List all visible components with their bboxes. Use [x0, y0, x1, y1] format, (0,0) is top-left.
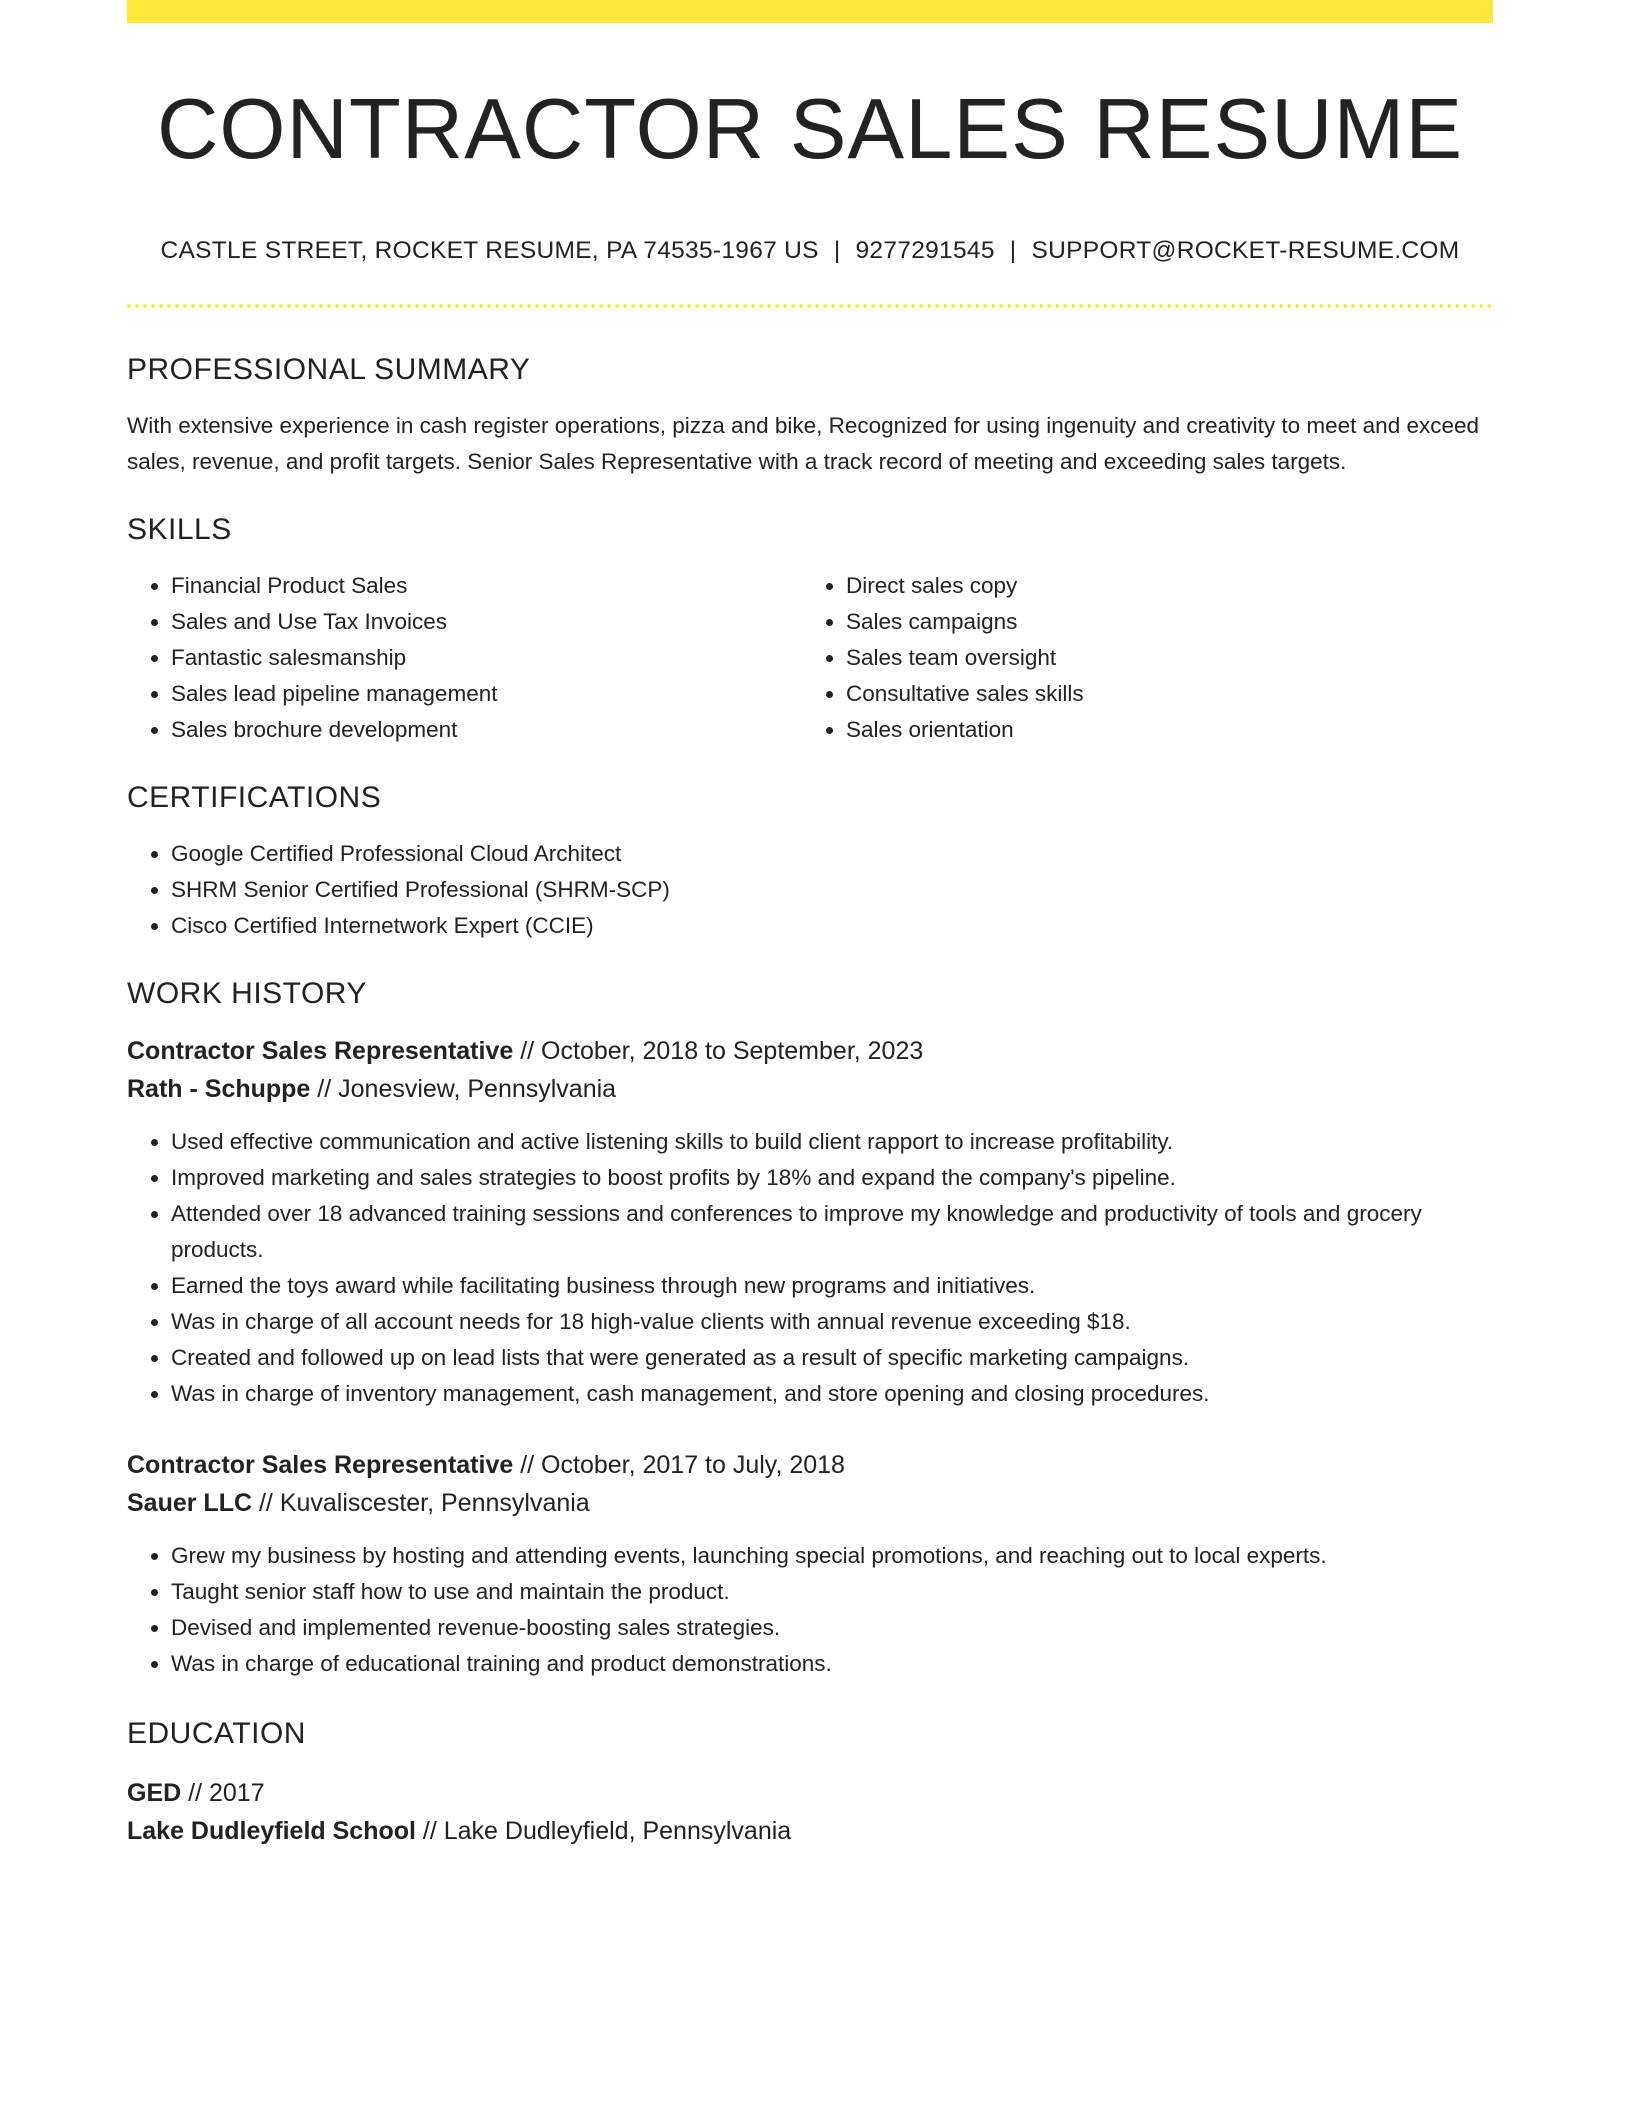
job-entry	[127, 1032, 1493, 1412]
section-title-skills: SKILLS	[127, 512, 232, 546]
education-school: Lake Dudleyfield School	[127, 1816, 416, 1845]
top-accent-bar	[127, 0, 1493, 23]
resume-page	[127, 0, 1493, 1850]
certifications-section	[127, 780, 1493, 944]
skills-section	[127, 512, 1493, 748]
job-dates: // October, 2017 to July, 2018	[520, 1450, 845, 1479]
job-role: Contractor Sales Representative	[127, 1450, 514, 1479]
job-bullet: • Grew my business by hosting and attending events, launching special promotions, and reaching out to local experts.	[171, 1538, 1493, 1574]
job-bullets	[127, 1124, 1493, 1412]
section-title-certifications: CERTIFICATIONS	[127, 780, 382, 814]
skill-item: • Sales brochure development	[171, 712, 802, 748]
work-history-section	[127, 976, 1493, 1682]
skills-grid	[127, 568, 1493, 748]
job-location: // Kuvaliscester, Pennsylvania	[258, 1488, 590, 1517]
job-bullet: • Improved marketing and sales strategies to boost profits by 18% and expand the company's pipeline.	[171, 1160, 1493, 1196]
skill-item: • Sales campaigns	[846, 604, 1477, 640]
job-company-line	[127, 1484, 1493, 1522]
education-entry	[127, 1774, 1493, 1850]
education-year: // 2017	[188, 1778, 265, 1807]
skill-item: • Sales and Use Tax Invoices	[171, 604, 802, 640]
education-location: // Lake Dudleyfield, Pennsylvania	[422, 1816, 792, 1845]
certification-item: • Google Certified Professional Cloud Architect	[171, 836, 1493, 872]
header-divider	[127, 304, 1493, 308]
skill-item: • Sales lead pipeline management	[171, 676, 802, 712]
summary-text: With extensive experience in cash register operations, pizza and bike, Recognized for using ingenuity and creativity to meet and exceed sales, revenue, and profit targets. Senior Sales Representative with a track record of meeting and exceeding sales targets.	[127, 412, 1480, 474]
education-section	[127, 1716, 1493, 1850]
job-entry	[127, 1446, 1493, 1682]
job-bullet: • Was in charge of all account needs for 18 high-value clients with annual revenue exceeding $18.	[171, 1304, 1493, 1340]
skill-item: • Sales team oversight	[846, 640, 1477, 676]
certification-item: • SHRM Senior Certified Professional (SHRM-SCP)	[171, 872, 1493, 908]
skill-item: • Sales orientation	[846, 712, 1477, 748]
job-bullets	[127, 1538, 1493, 1682]
contact-line	[127, 236, 1493, 265]
job-company: Sauer LLC	[127, 1488, 253, 1517]
job-bullet: • Was in charge of inventory management, cash management, and store opening and closing procedures.	[171, 1376, 1493, 1412]
job-bullet: • Created and followed up on lead lists that were generated as a result of specific marketing campaigns.	[171, 1340, 1493, 1376]
education-school-line	[127, 1812, 1493, 1850]
job-title-line	[127, 1446, 1493, 1484]
section-title-education: EDUCATION	[127, 1716, 306, 1750]
skill-item: • Fantastic salesmanship	[171, 640, 802, 676]
job-location: // Jonesview, Pennsylvania	[317, 1074, 617, 1103]
job-company: Rath - Schuppe	[127, 1074, 311, 1103]
job-title-line	[127, 1032, 1493, 1070]
contact-phone: 9277291545	[855, 237, 995, 265]
job-bullet: • Earned the toys award while facilitating business through new programs and initiatives.	[171, 1268, 1493, 1304]
skill-item: • Financial Product Sales	[171, 568, 802, 604]
education-degree: GED	[127, 1778, 182, 1807]
section-title-summary: PROFESSIONAL SUMMARY	[127, 352, 531, 386]
job-bullet: • Used effective communication and active listening skills to build client rapport to increase profitability.	[171, 1124, 1493, 1160]
contact-separator: |	[833, 237, 841, 265]
job-dates: // October, 2018 to September, 2023	[520, 1036, 924, 1065]
summary-section	[127, 352, 1493, 480]
job-bullet: • Devised and implemented revenue-boosting sales strategies.	[171, 1610, 1493, 1646]
job-bullet: • Attended over 18 advanced training sessions and conferences to improve my knowledge and productivity of tools and grocery products.	[171, 1196, 1493, 1268]
job-bullet: • Was in charge of educational training and product demonstrations.	[171, 1646, 1493, 1682]
resume-title: CONTRACTOR SALES RESUME	[156, 82, 1464, 177]
skill-item: • Direct sales copy	[846, 568, 1477, 604]
contact-email: SUPPORT@ROCKET-RESUME.COM	[1031, 237, 1460, 265]
section-title-work-history: WORK HISTORY	[127, 976, 367, 1010]
job-role: Contractor Sales Representative	[127, 1036, 514, 1065]
contact-address: CASTLE STREET, ROCKET RESUME, PA 74535-1967 US	[160, 237, 819, 265]
certification-item: • Cisco Certified Internetwork Expert (CCIE)	[171, 908, 1493, 944]
skill-item: • Consultative sales skills	[846, 676, 1477, 712]
education-degree-line	[127, 1774, 1493, 1812]
job-bullet: • Taught senior staff how to use and maintain the product.	[171, 1574, 1493, 1610]
skills-list-right	[802, 568, 1477, 748]
contact-separator: |	[1009, 237, 1017, 265]
skills-list-left	[127, 568, 802, 748]
certifications-list	[127, 836, 1493, 944]
job-company-line	[127, 1070, 1493, 1108]
